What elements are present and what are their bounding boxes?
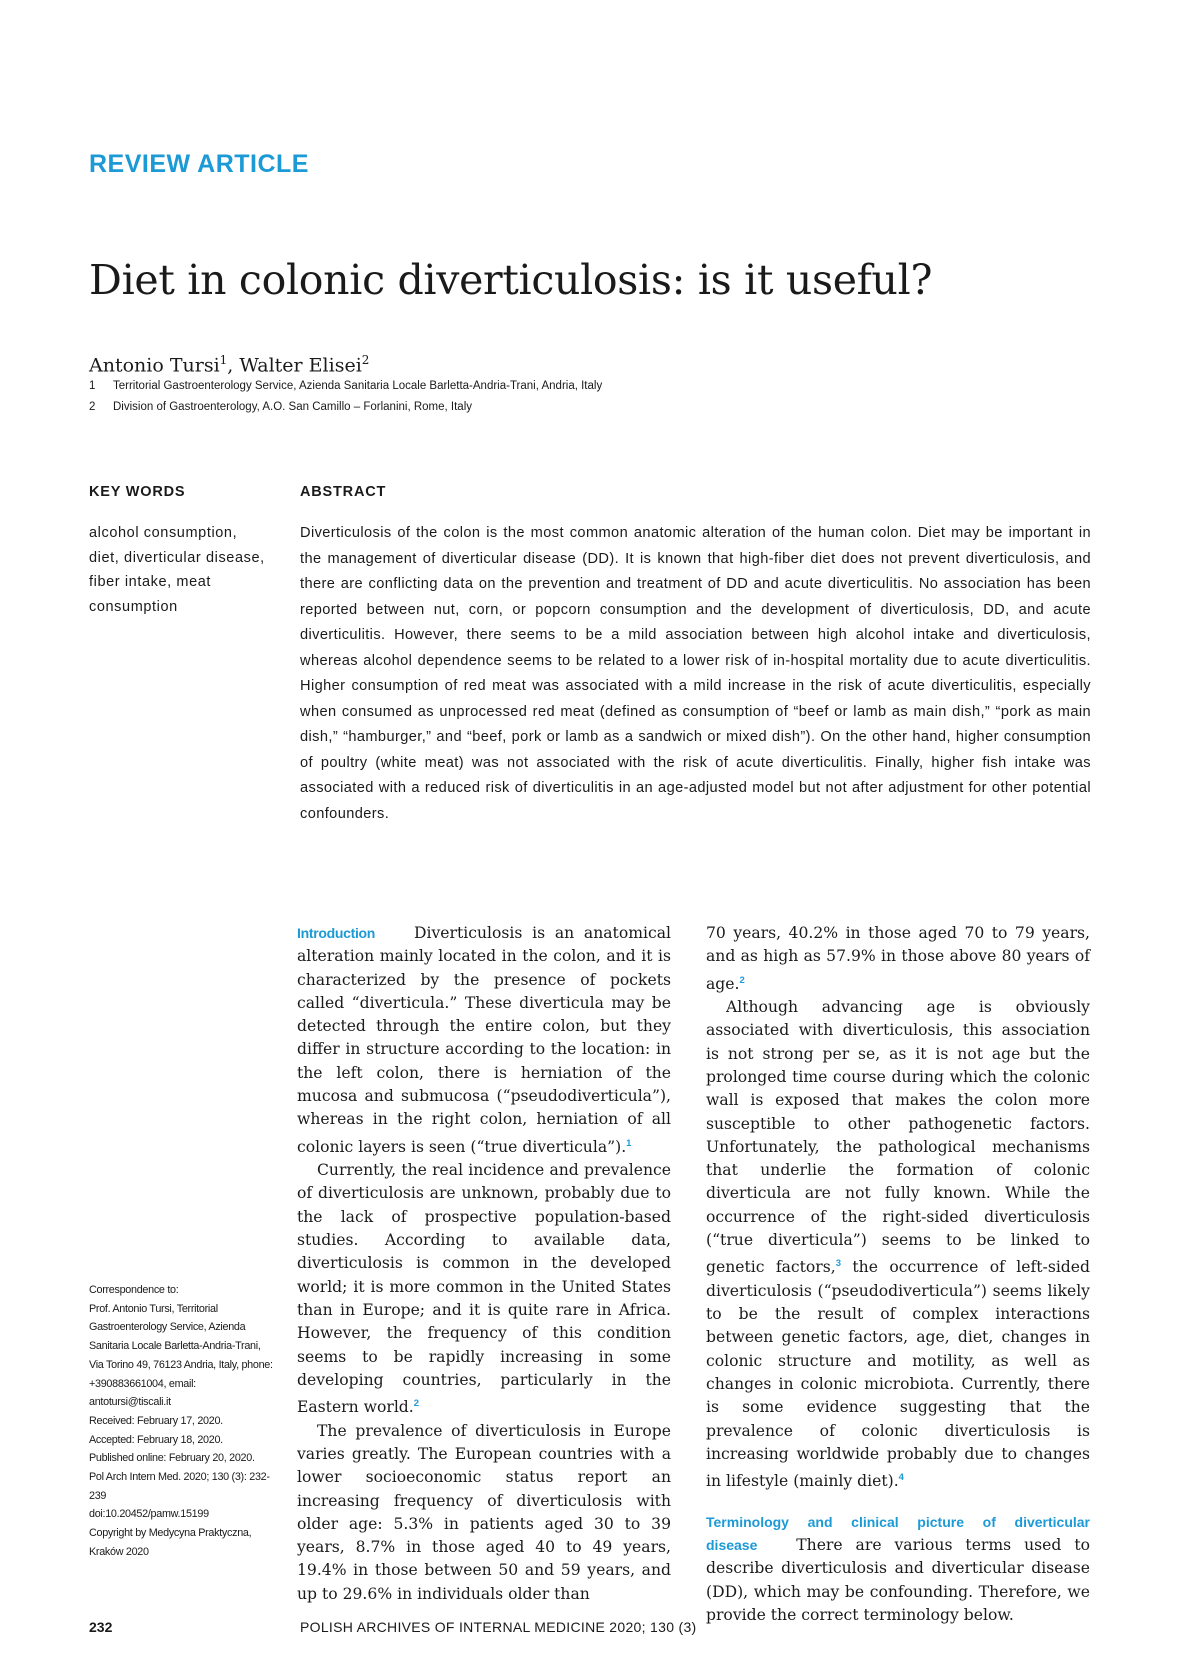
- received-date: Received: February 17, 2020.: [89, 1414, 223, 1427]
- copyright-notice: Copyright by Medycyna Praktyczna, Kraków 2020: [89, 1527, 252, 1558]
- abstract-text: Diverticulosis of the colon is the most common anatomic alteration of the human colon. Diet may be important in the management of diverticular disease (DD). It is known that high-fiber diet does not prevent diverticulosis, and there are conflicting data on the prevention and treatment of DD and acute diverticulitis. No association has been reported between nut, corn, or popcorn consumption and the development of diverticulosis, DD, and acute diverticulitis. However, there seems to be a mild association between high alcohol intake and diverticulosis, whereas alcohol dependence seems to be related to a lower risk of in-hospital mortality due to acute diverticulitis. Higher consumption of red meat was associated with a mild increase in the risk of acute diverticulitis, especially when consumed as unprocessed red meat (defined as consumption of “beef or lamb as main dish,” “pork as main dish,” “hamburger,” and “beef, pork or lamb as a sandwich or mixed dish”). On the other hand, higher consumption of poultry (white meat) was not associated with the risk of acute diverticulitis. Finally, higher fish intake was associated with a reduced risk of diverticulitis in an age-adjusted model but not after adjustment for other potential confounders.: [300, 525, 1091, 822]
- paragraph-text: Diverticulosis is an anatomical alteration mainly located in the colon, and it is characterized by the presence of pockets called “diverticula.” These diverticula may be detected through the entire colon, but they differ in structure according to the location: in the left colon, there is herniation of the mucosa and submucosa (“pseudodiverticula”), whereas in the right colon, herniation of all colonic layers is seen (“true diverticula”).: [297, 924, 671, 1156]
- paragraph-text: Although advancing age is obviously associated with diverticulosis, this association is not strong per se, as it is not age but the prolonged time course during which the colonic wall is exposed that makes the colon more susceptible to other pathogenetic factors. Unfortunately, the pathological mechanisms that underlie the formation of colonic diverticula are not fully known. While the occurrence of the right-sided diverticulosis (“true diverticula”) seems to be linked to genetic factors,: [706, 998, 1090, 1277]
- paragraph-text: There are various terms used to describe diverticulosis and diverticular disease (DD), which may be confounding. Therefore, we provide the correct terminology below.: [706, 1535, 1090, 1624]
- citation-ref[interactable]: 3: [835, 1258, 842, 1270]
- article-title: Diet in colonic diverticulosis: is it useful?: [89, 256, 933, 304]
- affiliation-number: 1: [89, 380, 96, 392]
- published-date: Published online: February 20, 2020.: [89, 1452, 255, 1465]
- paragraph-continuation: 70 years, 40.2% in those aged 70 to 79 years, and as high as 57.9% in those above 80 years of age.: [706, 924, 1090, 993]
- citation-ref[interactable]: 2: [739, 974, 745, 986]
- keywords-list: alcohol consumption, diet, diverticular disease, fiber intake, meat consumption: [89, 525, 265, 615]
- body-column-left: [297, 922, 671, 1606]
- citation-ref[interactable]: 2: [413, 1398, 420, 1410]
- author-name: Antonio Tursi: [89, 354, 220, 377]
- paragraph-text: Currently, the real incidence and prevalence of diverticulosis are unknown, probably due to the lack of prospective population-based studies. According to available data, diverticulosis is common in the developed world; it is more common in the United States than in Europe; and it is quite rare in Africa. However, the frequency of this condition seems to be rapidly increasing in some developing countries, particularly in the Eastern world.: [297, 1161, 671, 1417]
- affiliation-item: [89, 401, 472, 413]
- body-paragraph: [297, 922, 671, 1159]
- author-list: [89, 353, 369, 376]
- paragraph-text: the occurrence of left-sided diverticulosis (“pseudodiverticula”) seems likely to be the result of complex interactions between genetic factors, age, diet, changes in colonic structure and motility, as well as changes in colonic microbiota. Currently, there is some evidence suggesting that the prevalence of colonic diverticulosis is increasing worldwide probably due to changes in lifestyle (mainly diet).: [706, 1258, 1091, 1491]
- affiliation-text: Territorial Gastroenterology Service, Azienda Sanitaria Locale Barletta-Andria-Trani, Andria, Italy: [113, 380, 603, 392]
- journal-footer: POLISH ARCHIVES OF INTERNAL MEDICINE 2020; 130 (3): [300, 1619, 697, 1635]
- affiliation-number: 2: [89, 401, 96, 413]
- affiliation-text: Division of Gastroenterology, A.O. San Camillo – Forlanini, Rome, Italy: [113, 401, 472, 413]
- section-label: REVIEW ARTICLE: [89, 150, 309, 178]
- doi-link[interactable]: doi:10.20452/pamw.15199: [89, 1508, 209, 1521]
- body-paragraph: [706, 922, 1090, 996]
- keywords-heading: KEY WORDS: [89, 484, 186, 500]
- body-paragraph: [297, 1159, 671, 1419]
- body-paragraph: [706, 1511, 1090, 1627]
- citation-ref[interactable]: 1: [626, 1137, 632, 1149]
- introduction-heading: Introduction: [297, 925, 376, 941]
- affiliation-item: [89, 380, 602, 392]
- accepted-date: Accepted: February 18, 2020.: [89, 1433, 223, 1446]
- correspondence-box: [89, 1281, 274, 1562]
- correspondence-address: Prof. Antonio Tursi, Territorial Gastroenterology Service, Azienda Sanitaria Locale Barletta-Andria-Trani, Via Torino 49, 76123 Andria, Italy, phone: +390883661004, email: antotursi@tiscali.it: [89, 1302, 273, 1409]
- citation-info: Pol Arch Intern Med. 2020; 130 (3): 232-239: [89, 1471, 270, 1502]
- author-name: Walter Elisei: [239, 354, 362, 377]
- paragraph-text: The prevalence of diverticulosis in Europe varies greatly. The European countries with a lower socioeconomic status report an increasing frequency of diverticulosis with older age: 5.3% in patients aged 30 to 39 years, 8.7% in those aged 40 to 49 years, 19.4% in those between 50 and 59 years, and up to 29.6% in individuals older than: [297, 1421, 671, 1603]
- body-column-right: [706, 922, 1090, 1627]
- correspondence-label: Correspondence to:: [89, 1284, 179, 1296]
- section-heading: Terminology and clinical picture of diverticular disease: [706, 1513, 1090, 1553]
- page-number: 232: [89, 1619, 113, 1635]
- body-paragraph: [706, 996, 1090, 1494]
- abstract-heading: ABSTRACT: [300, 484, 387, 500]
- body-paragraph: [297, 1420, 671, 1606]
- affiliation-mark: 1: [219, 353, 228, 367]
- author-separator: ,: [227, 354, 240, 377]
- affiliation-mark: 2: [361, 353, 370, 367]
- citation-ref[interactable]: 4: [898, 1472, 904, 1484]
